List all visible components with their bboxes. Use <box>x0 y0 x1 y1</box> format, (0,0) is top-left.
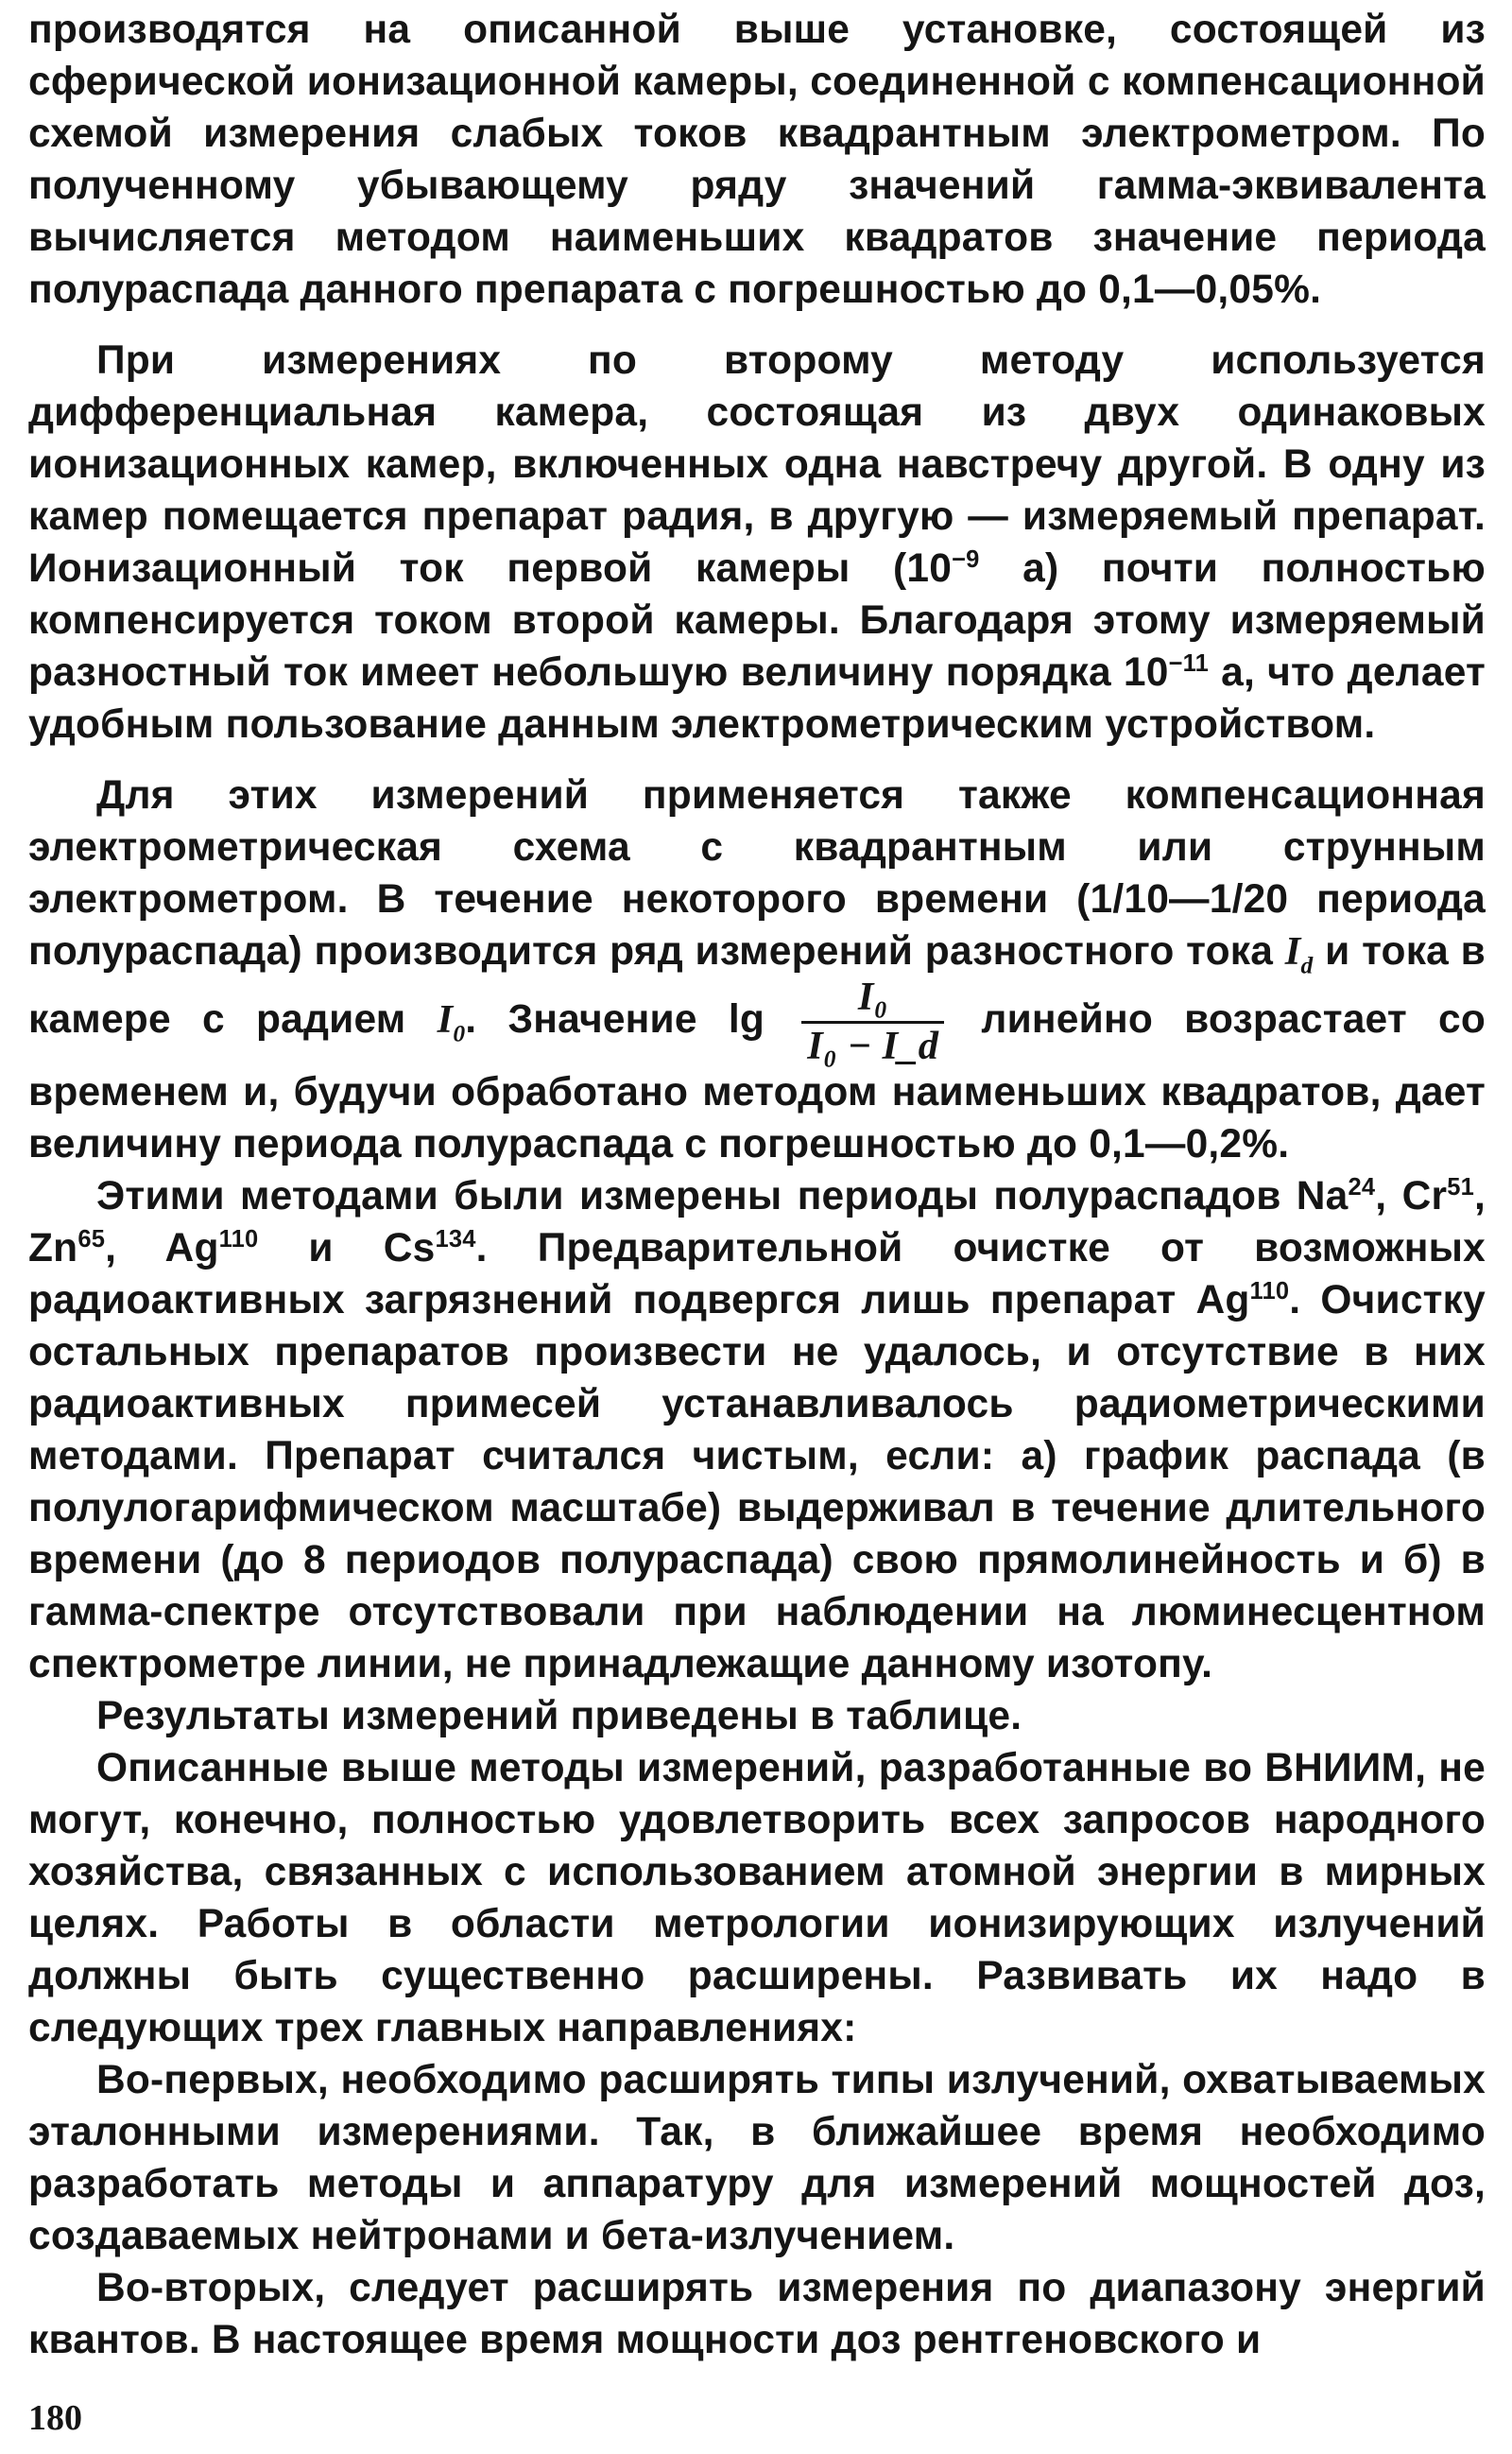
p4-text-e: и Cs <box>258 1226 436 1270</box>
p3-text-f: линейно возрастает со временем и, будучи обработано методом наименьших квадратов, дает величину периода полураспада с погрешностью до 0,1—0,2%. <box>28 997 1486 1167</box>
symbol-current-0: I <box>437 997 454 1043</box>
p4-text-f: . Предварительной очистке от возможных радиоактивных загрязнений подвергся лишь препарат Ag <box>28 1226 1486 1322</box>
page-number: 180 <box>28 2398 82 2438</box>
p4-text-a: Этими методами были измерены периоды полураспадов Na <box>96 1174 1349 1218</box>
p2-exponent-1: −9 <box>952 545 980 573</box>
symbol-current-d-subscript: d <box>1300 951 1314 979</box>
p4-text-g: . Очистку остальных препаратов произвести не удалось, и отсутствие в них радиоактивных примесей устанавливалось радиометрическими методами. Препарат считался чистым, если: а) график распада (в полулогарифмическом масштабе) выдерживал в течение длительного времени (до 8 периодов полураспада) свою прямолинейность и б) в гамма-спектре отсутствовали при наблюдении на люминесцентном спектрометре линии, не принадлежащие данному изотопу. <box>28 1278 1486 1686</box>
p3-text-e: . Значение lg <box>465 997 797 1043</box>
p3-text-d: и тока в камере с радием <box>28 929 1486 1043</box>
p3-fraction-1: 1/10 <box>1090 877 1170 922</box>
p3-fraction-2: 1/20 <box>1209 877 1289 922</box>
log-fraction-numerator: I₀ <box>801 977 944 1024</box>
p4-text-c: , Zn <box>28 1174 1486 1270</box>
isotope-na-mass: 24 <box>1348 1173 1376 1201</box>
log-fraction-denominator: I₀ − I_d <box>807 1023 939 1068</box>
paragraph-2 <box>28 335 1486 751</box>
isotope-zn-mass: 65 <box>77 1225 106 1253</box>
paragraph-8: Во-вторых, следует расширять измерения по диапазону энергий квантов. В настоящее время мощности доз рентгеновского и <box>28 2266 1486 2362</box>
p3-text-a: Для этих измерений применяется также компенсационная электрометрическая схема с квадрантным или струнным электрометром. В течение некоторого времени ( <box>28 773 1486 922</box>
p4-text-b: , Cr <box>1375 1174 1448 1218</box>
document-page <box>28 4 1486 2366</box>
p4-text-d: , Ag <box>105 1226 219 1270</box>
symbol-current-0-subscript: 0 <box>453 1019 466 1047</box>
p2-text-c: a, что делает удобным пользование данным электрометрическим устройством. <box>28 650 1486 747</box>
log-fraction <box>801 977 944 1066</box>
isotope-ag-mass-2: 110 <box>1249 1277 1290 1305</box>
p3-text-b: — <box>1169 877 1210 922</box>
isotope-ag-mass: 110 <box>218 1225 259 1253</box>
isotope-cr-mass: 51 <box>1447 1173 1474 1201</box>
p2-text-b: a) почти полностью компенсируется током второй камеры. Благодаря этому измеряемый разностный ток имеет небольшую величину порядка 10 <box>28 546 1486 695</box>
p3-text-c: периода полураспада) производится ряд измерений разностного тока <box>28 877 1486 974</box>
paragraph-6: Описанные выше методы измерений, разработанные во ВНИИМ, не могут, конечно, полностью удовлетворить всех запросов народного хозяйства, связанных с использованием атомной энергии в мирных целях. Работы в области метрологии ионизирующих излучений должны быть существенно расширены. Развивать их надо в следующих трех главных направлениях: <box>28 1746 1486 2050</box>
isotope-cs-mass: 134 <box>435 1225 476 1253</box>
paragraph-4 <box>28 1170 1486 1690</box>
paragraph-3 <box>28 769 1486 1170</box>
p2-text-a: При измерениях по второму методу используется дифференциальная камера, состоящая из двух одинаковых ионизационных камер, включенных одна навстречу другой. В одну из камер помещается препарат радия, в другую — измеряемый препарат. Ионизационный ток первой камеры (10 <box>28 338 1486 591</box>
p2-exponent-2: −11 <box>1168 649 1210 677</box>
symbol-current-d: I <box>1284 929 1301 974</box>
paragraph-5: Результаты измерений приведены в таблице. <box>96 1694 1022 1738</box>
paragraph-1: производятся на описанной выше установке, состоящей из сферической ионизационной камеры, соединенной с компенсационной схемой измерения слабых токов квадрантным электрометром. По полученному убывающему ряду значений гамма-эквивалента вычисляется методом наименьших квадратов значение периода полураспада данного препарата с погрешностью до 0,1—0,05%. <box>28 8 1486 312</box>
paragraph-7: Во-первых, необходимо расширять типы излучений, охватываемых эталонными измерениями. Так, в ближайшее время необходимо разработать методы и аппаратуру для измерений мощностей доз, создаваемых нейтронами и бета-излучением. <box>28 2058 1486 2258</box>
